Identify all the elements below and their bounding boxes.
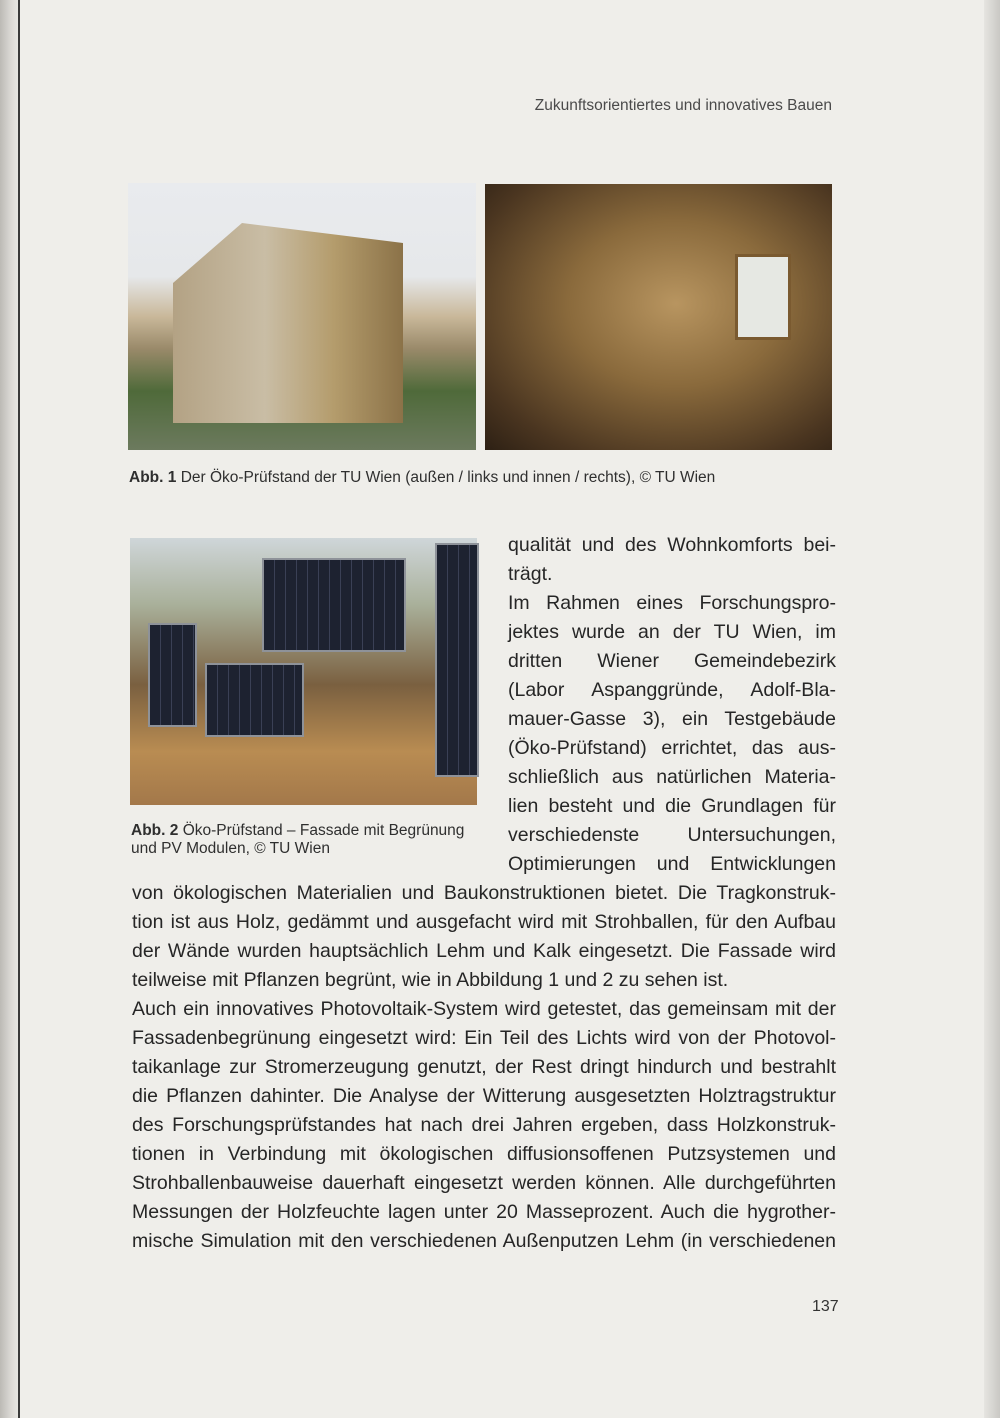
text-line: verschiedenste Untersuchungen, [508, 824, 836, 846]
figure2-caption [131, 822, 464, 858]
text-line: teilweise mit Pflanzen begrünt, wie in Abbildung 1 und 2 zu sehen ist. [132, 969, 729, 991]
text-line: tion ist aus Holz, gedämmt und ausgefacht wird mit Strohballen, für den Aufbau [132, 911, 836, 933]
house-shape [173, 223, 403, 423]
text-line: die Pflanzen dahinter. Die Analyse der Witterung ausgesetzten Holztragstruktur [132, 1085, 836, 1107]
figure1-caption [129, 469, 715, 487]
window-shape [735, 254, 791, 340]
figure2-caption-line1: Öko-Prüfstand – Fassade mit Begrünung [182, 822, 465, 839]
text-line: des Forschungsprüfstandes hat nach drei Jahren ergeben, dass Holzkonstruk- [132, 1114, 836, 1136]
text-line: Messungen der Holzfeuchte lagen unter 20 Masseprozent. Auch die hygrother- [132, 1201, 836, 1223]
pv-module [148, 623, 197, 727]
page-edge-right [984, 0, 1000, 1418]
text-line: taikanlage zur Stromerzeugung genutzt, der Rest dringt hindurch und bestrahlt [132, 1056, 836, 1078]
pv-module [435, 543, 479, 777]
figure1-caption-text: Der Öko-Prüfstand der TU Wien (außen / links und innen / rechts), © TU Wien [180, 469, 716, 486]
text-line: der Wände wurden hauptsächlich Lehm und Kalk eingesetzt. Die Fassade wird [132, 940, 836, 962]
running-head: Zukunftsorientiertes und innovatives Bauen [534, 97, 832, 114]
text-line: Auch ein innovatives Photovoltaik-System wird getestet, das gemeinsam mit der [132, 998, 836, 1020]
text-line: (Öko-Prüfstand) errichtet, das aus- [508, 737, 836, 759]
figure2-label: Abb. 2 [131, 822, 179, 839]
text-line: mische Simulation mit den verschiedenen Außenputzen Lehm (in verschiedenen [132, 1230, 836, 1252]
page-gutter-shadow [0, 0, 19, 1418]
text-line: dritten Wiener Gemeindebezirk [508, 650, 836, 672]
figure2-caption-line2: und PV Modulen, © TU Wien [131, 840, 330, 857]
pv-module [205, 663, 304, 737]
text-line: Im Rahmen eines Forschungspro- [508, 592, 836, 614]
page-edge [18, 0, 20, 1418]
text-line: Optimierungen und Entwicklungen [508, 853, 836, 875]
text-line: trägt. [508, 563, 553, 585]
figure1-photo-exterior [128, 183, 476, 450]
text-line: mauer-Gasse 3), ein Testgebäude [508, 708, 836, 730]
text-line: von ökologischen Materialien und Baukonstruktionen bietet. Die Tragkonstruk- [132, 882, 836, 904]
text-line: Fassadenbegrünung eingesetzt wird: Ein Teil des Lichts wird von der Photovol- [132, 1027, 836, 1049]
text-line: jektes wurde an der TU Wien, im [508, 621, 836, 643]
text-line: (Labor Aspanggründe, Adolf-Bla- [508, 679, 836, 701]
text-line: schließlich aus natürlichen Materia- [508, 766, 836, 788]
text-line: tionen in Verbindung mit ökologischen diffusionsoffenen Putzsystemen und [132, 1143, 836, 1165]
pv-module [262, 558, 406, 652]
text-line: lien besteht und die Grundlagen für [508, 795, 836, 817]
figure1-label: Abb. 1 [129, 469, 177, 486]
figure2-photo-facade [130, 538, 477, 805]
figure1-photo-interior [485, 184, 832, 450]
text-line: qualität und des Wohnkomforts bei- [508, 534, 836, 556]
page-number: 137 [812, 1298, 839, 1315]
text-line: Strohballenbauweise dauerhaft eingesetzt werden können. Alle durchgeführten [132, 1172, 836, 1194]
